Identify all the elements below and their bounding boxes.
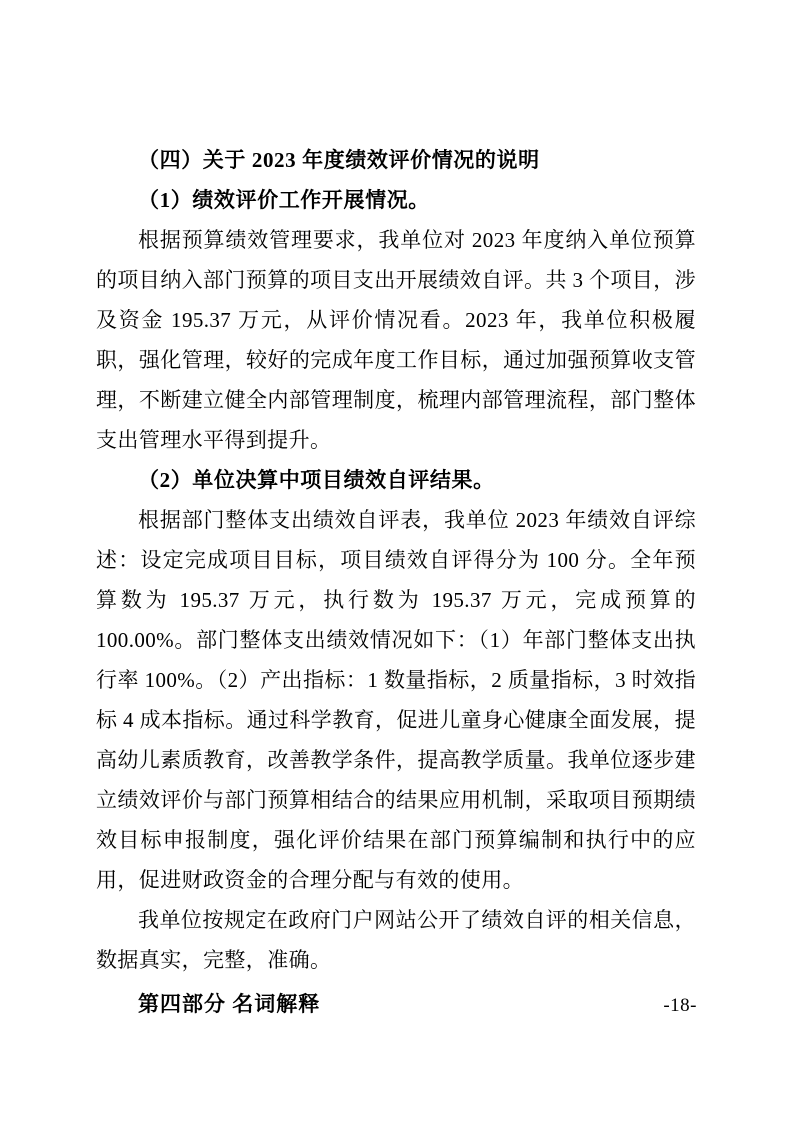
subheading-performance-evaluation-work: （1）绩效评价工作开展情况。 [138, 188, 430, 212]
part-title-glossary: 第四部分 名词解释 [138, 992, 321, 1016]
paragraph-self-evaluation-result: 根据部门整体支出绩效自评表，我单位 2023 年绩效自评综述：设定完成项目目标，项目绩效自评得分为 100 分。全年预算数为 195.37 万元，执行数为 195.37 万元，完成预算的 100.00%。部门整体支出绩效情况如下：（1）年部门整体支出执行率 100%。（2）产出指标：1 数量指标，2 质量指标，3 时效指标 4 成本指标。通过科学教育，促进儿童身心健康全面发展，提高幼儿素质教育，改善教学条件，提高教学质量。我单位逐步建立绩效评价与部门预算相结合的结果应用机制，采取项目预期绩效目标申报制度，强化评价结果在部门预算编制和执行中的应用，促进财政资金的合理分配与有效的使用。 [96, 508, 696, 892]
paragraph-public-disclosure: 我单位按规定在政府门户网站公开了绩效自评的相关信息，数据真实，完整，准确。 [96, 908, 696, 972]
page-number: -18- [663, 995, 697, 1016]
section-heading: （四）关于 2023 年度绩效评价情况的说明 [138, 148, 540, 172]
document-body [96, 140, 696, 1024]
subheading-self-evaluation-result: （2）单位决算中项目绩效自评结果。 [138, 468, 495, 492]
paragraph-performance-evaluation-work: 根据预算绩效管理要求，我单位对 2023 年度纳入单位预算的项目纳入部门预算的项目支出开展绩效自评。共 3 个项目，涉及资金 195.37 万元，从评价情况看。2023 年，我单位积极履职，强化管理，较好的完成年度工作目标，通过加强预算收支管理，不断建立健全内部管理制度，梳理内部管理流程，部门整体支出管理水平得到提升。 [96, 228, 696, 452]
